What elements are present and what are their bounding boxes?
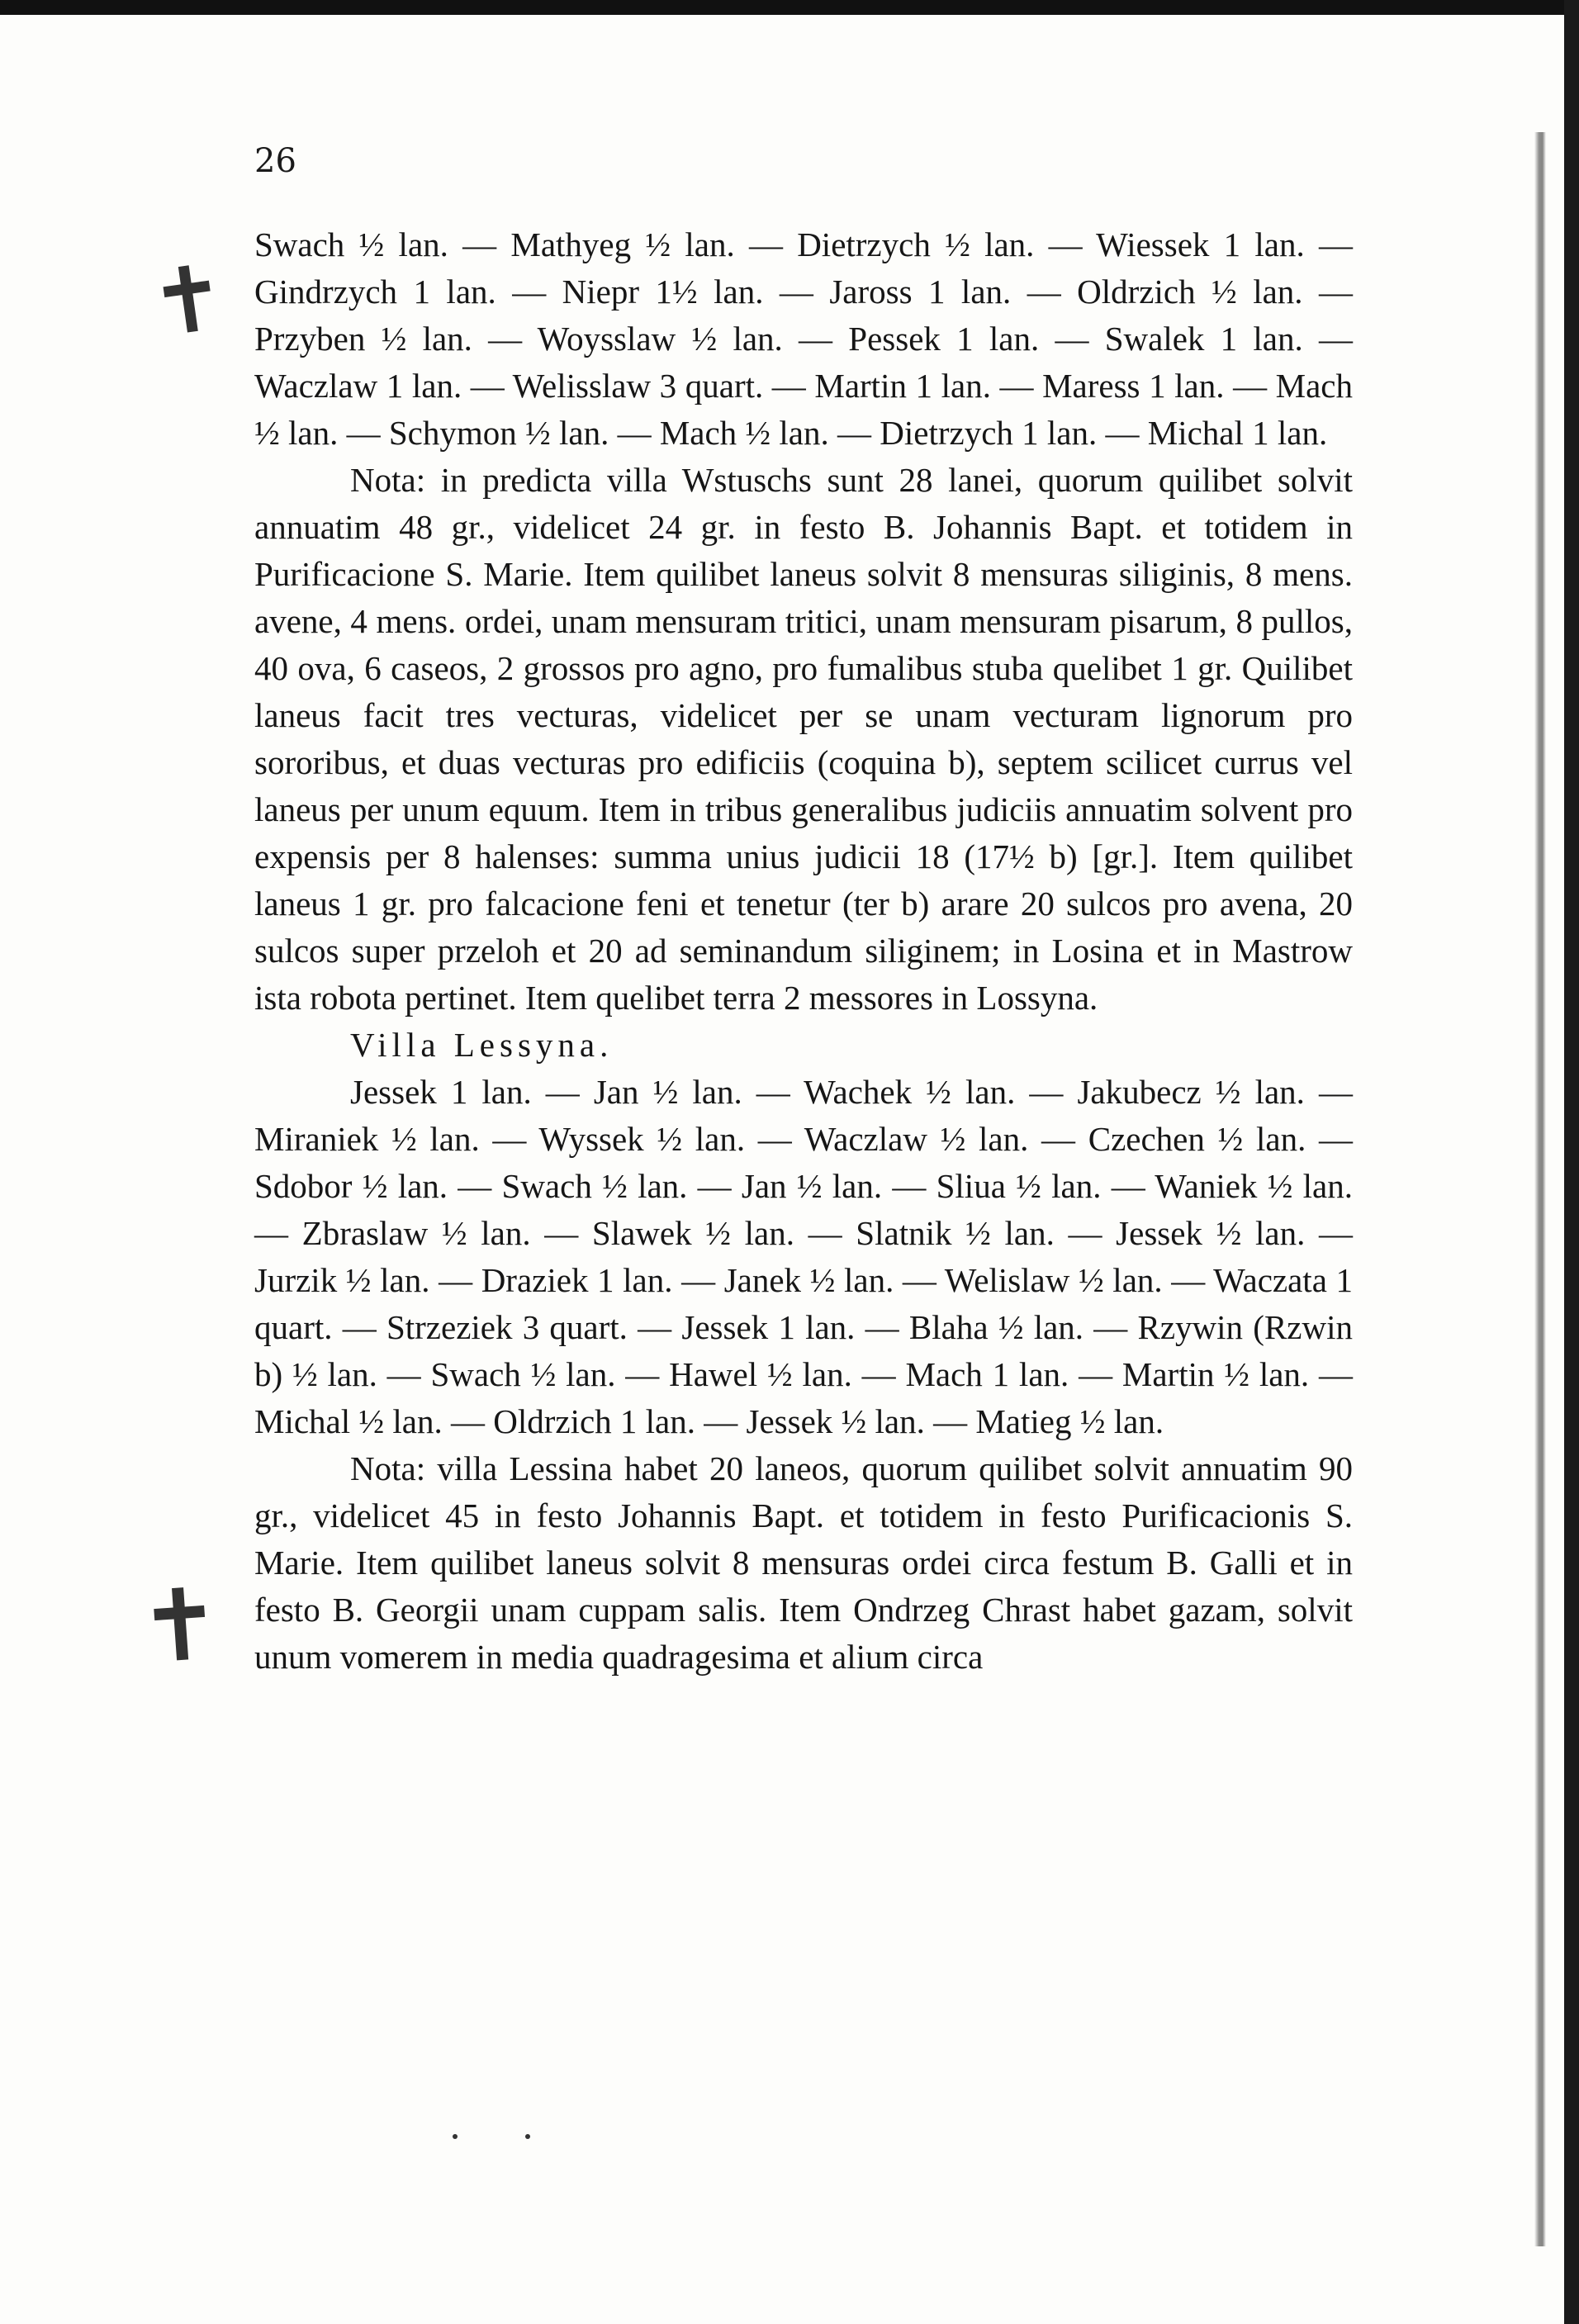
paragraph-tenant-list-1: Swach ½ lan. — Mathyeg ½ lan. — Dietrzych ½ lan. — Wiessek 1 lan. — Gindrzych 1 lan. — Niepr 1½ lan. — Jaross 1 lan. — Oldrzich ½ lan. — Przyben ½ lan. — Woysslaw ½ lan. — Pessek 1 lan. — Swalek 1 lan. — Waczlaw 1 lan. — Welisslaw 3 quart. — Martin 1 lan. — Maress 1 lan. — Mach ½ lan. — Schymon ½ lan. — Mach ½ lan. — Dietrzych 1 lan. — Michal 1 lan. (254, 225, 1353, 452)
scan-right-border (1564, 0, 1579, 2324)
ink-dot (453, 2134, 458, 2139)
section-heading-villa-lessyna: Villa Lessyna. (350, 1026, 614, 1064)
page-number: 26 (254, 142, 296, 180)
body-text (254, 221, 1353, 1681)
paragraph-tenant-list-2: Jessek 1 lan. — Jan ½ lan. — Wachek ½ lan. — Jakubecz ½ lan. — Miraniek ½ lan. — Wyssek ½ lan. — Waczlaw ½ lan. — Czechen ½ lan. — Sdobor ½ lan. — Swach ½ lan. — Jan ½ lan. — Sliua ½ lan. — Waniek ½ lan. — Zbraslaw ½ lan. — Slawek ½ lan. — Slatnik ½ lan. — Jessek ½ lan. — Jurzik ½ lan. — Draziek 1 lan. — Janek ½ lan. — Welislaw ½ lan. — Waczata 1 quart. — Strzeziek 3 quart. — Jessek 1 lan. — Blaha ½ lan. — Rzywin (Rzwin b) ½ lan. — Swach ½ lan. — Hawel ½ lan. — Mach 1 lan. — Martin ½ lan. — Michal ½ lan. — Oldrzich 1 lan. — Jessek ½ lan. — Matieg ½ lan. (254, 1073, 1353, 1440)
paragraph-nota-1: Nota: in predicta villa Wstuschs sunt 28 lanei, quorum quilibet solvit annuatim 48 gr., videlicet 24 gr. in festo B. Johannis Bapt. et totidem in Purificacione S. Marie. Item quilibet laneus solvit 8 mensuras siliginis, 8 mens. avene, 4 mens. ordei, unam mensuram tritici, unam mensuram pisarum, 8 pullos, 40 ova, 6 caseos, 2 grossos pro agno, pro fumalibus stuba quelibet 1 gr. Quilibet laneus facit tres vecturas, videlicet per se unam vecturam lignorum pro sororibus, et duas vecturas pro edificiis (coquina b), septem scilicet currus vel laneus per unum equum. Item in tribus generalibus judiciis annuatim solvent pro expensis per 8 halenses: summa unius judicii 18 (17½ b) [gr.]. Item quilibet laneus 1 gr. pro falcacione feni et tenetur (ter b) arare 20 sulcos pro avena, 20 sulcos super przeloh et 20 ad seminandum siliginem; in Losina et in Mastrow ista robota pertinet. Item quelibet terra 2 messores in Lossyna. (254, 461, 1353, 1017)
paragraph-nota-2: Nota: villa Lessina habet 20 laneos, quorum quilibet solvit annuatim 90 gr., videlicet 45 in festo Johannis Bapt. et totidem in festo Purificacionis S. Marie. Item quilibet laneus solvit 8 mensuras ordei circa festum B. Galli et in festo B. Georgii unam cuppam salis. Item Ondrzeg Chrast habet gazam, solvit unum vomerem in media quadragesima et alium circa (254, 1449, 1353, 1676)
scan-top-border (0, 0, 1579, 15)
ink-dot (525, 2134, 530, 2139)
margin-cross-mark: ✝ (143, 243, 234, 358)
binding-shadow (1534, 132, 1546, 2246)
margin-cross-mark: ✝ (135, 1566, 226, 1687)
